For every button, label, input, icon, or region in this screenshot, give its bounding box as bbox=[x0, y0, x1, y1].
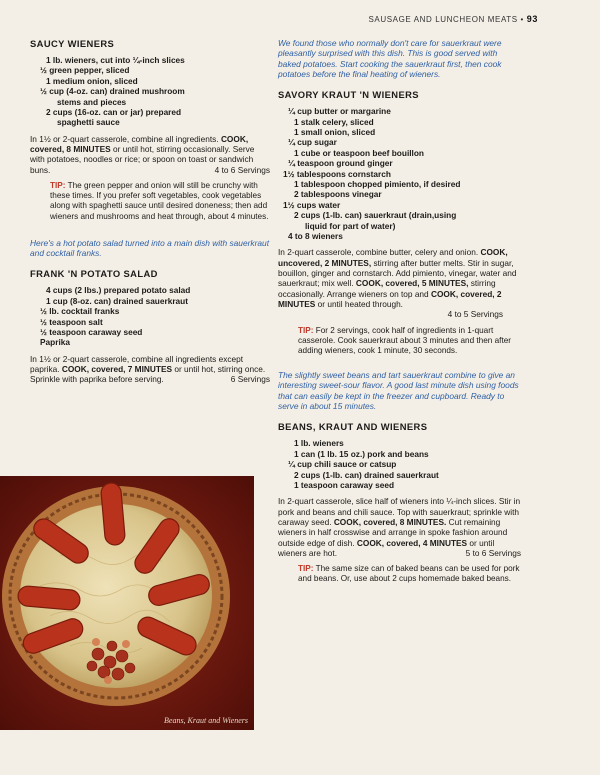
ingredient: ½ lb. cocktail franks bbox=[40, 306, 120, 317]
recipe-method bbox=[278, 496, 521, 558]
ingredient-list bbox=[278, 106, 521, 241]
recipe-photo bbox=[0, 476, 254, 730]
ingredient: 1½ tablespoons cornstarch bbox=[283, 168, 391, 179]
ingredient: ½ green pepper, sliced bbox=[40, 65, 130, 76]
method-text: In 2-quart casserole, slice half of wieners into ¼-inch slices. Stir in pork and beans and chili sauce. Top with sauerkraut; sprinkle with caraway seed. bbox=[278, 496, 521, 527]
tip-label: TIP: bbox=[298, 325, 314, 335]
ingredient: 2 cups (16-oz. can or jar) prepared bbox=[46, 107, 182, 118]
ingredient: ¼ cup sugar bbox=[288, 137, 337, 148]
ingredient: 1 cup (8-oz. can) drained sauerkraut bbox=[46, 295, 189, 306]
method-text: stirring occasionally. Arrange wieners on top and bbox=[278, 278, 496, 299]
ingredient-list bbox=[30, 55, 270, 128]
ingredient-list bbox=[30, 285, 270, 347]
right-column bbox=[278, 38, 521, 585]
method-text: In 1½ or 2-quart casserole, combine all ingredients except paprika. bbox=[30, 353, 244, 375]
running-head bbox=[368, 14, 538, 24]
ingredient-list bbox=[278, 438, 521, 490]
tip bbox=[50, 181, 270, 222]
method-text: or until heated through. bbox=[315, 298, 403, 309]
recipe-beans-kraut bbox=[278, 370, 521, 584]
recipe-frank-potato-salad bbox=[30, 238, 270, 385]
ingredient: ¼ teaspoon ground ginger bbox=[288, 158, 393, 169]
ingredient: Paprika bbox=[40, 337, 70, 348]
ingredient: 2 cups (1-lb. can) sauerkraut (drain,using bbox=[294, 210, 457, 221]
servings: 5 to 6 Servings bbox=[465, 547, 521, 558]
ingredient: 4 cups (2 lbs.) prepared potato salad bbox=[46, 285, 191, 296]
recipe-title: BEANS, KRAUT AND WIENERS bbox=[278, 421, 428, 433]
tip bbox=[298, 326, 521, 357]
recipe-method bbox=[30, 354, 270, 385]
cook-instruction: COOK, covered, 8 MINUTES bbox=[30, 133, 249, 155]
ingredient: 2 tablespoons vinegar bbox=[294, 189, 382, 200]
recipe-title: SAVORY KRAUT 'N WIENERS bbox=[278, 89, 419, 101]
page-number: 93 bbox=[526, 14, 538, 24]
recipe-saucy-wieners bbox=[30, 38, 270, 222]
running-head-bullet: • bbox=[520, 15, 524, 24]
recipe-intro: Here's a hot potato salad turned into a main dish with sauerkraut and cocktail franks. bbox=[30, 237, 270, 259]
cook-instruction: COOK, covered, 4 MINUTES bbox=[356, 537, 468, 548]
ingredient: ½ teaspoon caraway seed bbox=[40, 327, 143, 338]
ingredient: 1 teaspoon caraway seed bbox=[294, 479, 395, 490]
ingredient: 1 cube or teaspoon beef bouillon bbox=[294, 147, 424, 158]
ingredient: stems and pieces bbox=[57, 96, 127, 107]
ingredient: ¼ cup butter or margarine bbox=[288, 106, 391, 117]
recipe-method bbox=[30, 134, 270, 175]
servings: 4 to 5 Servings bbox=[447, 309, 503, 320]
method-text: or until wieners are hot. bbox=[278, 537, 495, 558]
ingredient: 1 small onion, sliced bbox=[294, 127, 376, 137]
ingredient: 1 medium onion, sliced bbox=[46, 75, 138, 86]
method-text: Cut remaining wieners in half crosswise and arrange in spoke fashion around outside edge of dish. bbox=[278, 516, 508, 548]
recipe-title: FRANK 'N POTATO SALAD bbox=[30, 268, 158, 280]
tip-text: The green pepper and onion will still be crunchy with these times. If you prefer soft vegetables, cook vegetables along with spaghetti sauce until desired doneness; then add wieners and mushrooms and heat through, about 4 minutes. bbox=[50, 181, 269, 221]
tip-text: For 2 servings, cook half of ingredients in 1-quart casserole. Cook sauerkraut about 3 minutes and then after adding wieners, cook 1 minute, 30 seconds. bbox=[298, 325, 511, 355]
cook-instruction: COOK, covered, 5 MINUTES, bbox=[355, 278, 469, 289]
ingredient: ½ teaspoon salt bbox=[40, 316, 103, 327]
recipe-title: SAUCY WIENERS bbox=[30, 38, 115, 49]
photo-caption: Beans, Kraut and Wieners bbox=[164, 716, 248, 725]
method-text: stirring after butter melts. Stir in sugar, bouillon, ginger and cornstarch. Add pimiento, vinegar, water and sauerkraut; mix well. bbox=[278, 257, 517, 289]
ingredient: 1 lb. wieners, cut into ¼-inch slices bbox=[46, 55, 185, 65]
running-head-text: SAUSAGE AND LUNCHEON MEATS bbox=[368, 15, 518, 24]
photo-illustration bbox=[0, 476, 254, 730]
ingredient: liquid for part of water) bbox=[305, 220, 396, 231]
cook-instruction: COOK, uncovered, 2 MINUTES, bbox=[278, 247, 508, 268]
tip-text: The same size can of baked beans can be used for pork and beans. Or, use about 2 cups homemade baked beans. bbox=[298, 564, 520, 584]
tip-label: TIP: bbox=[298, 564, 314, 574]
method-text: or until hot, stirring occasionally. Serve with potatoes, noodles or rice; or spoon on toast or sandwich buns. bbox=[30, 144, 255, 175]
ingredient: 1 tablespoon chopped pimiento, if desired bbox=[294, 179, 461, 190]
ingredient: 4 to 8 wieners bbox=[288, 231, 343, 242]
tip bbox=[298, 564, 521, 584]
cook-instruction: COOK, covered, 2 MINUTES bbox=[278, 288, 502, 309]
left-column bbox=[30, 38, 270, 385]
method-text: or until hot, stirring once. Sprinkle with paprika before serving. bbox=[30, 364, 266, 385]
ingredient: ½ cup (4-oz. can) drained mushroom bbox=[40, 86, 185, 97]
ingredient: 1½ cups water bbox=[283, 199, 341, 210]
method-text: In 2-quart casserole, combine butter, celery and onion. bbox=[278, 247, 481, 258]
ingredient: 1 can (1 lb. 15 oz.) pork and beans bbox=[294, 448, 429, 459]
cook-instruction: COOK, covered, 8 MINUTES. bbox=[333, 516, 447, 527]
method-text: In 1½ or 2-quart casserole, combine all ingredients. bbox=[30, 133, 221, 144]
ingredient: 1 lb. wieners bbox=[294, 438, 344, 449]
ingredient: spaghetti sauce bbox=[57, 117, 120, 128]
cook-instruction: COOK, covered, 7 MINUTES bbox=[61, 364, 173, 375]
ingredient: 1 stalk celery, sliced bbox=[294, 116, 374, 127]
ingredient: 2 cups (1-lb. can) drained sauerkraut bbox=[294, 469, 439, 480]
recipe-intro: We found those who normally don't care for sauerkraut were pleasantly surprised with this dish. This is good served with baked potatoes. Start cooking the sauerkraut first, then cook potatoes before the final heating of wieners. bbox=[278, 38, 502, 79]
recipe-intro: The slightly sweet beans and tart sauerkraut combine to give an interesting sweet-sour flavor. A good last minute dish using foods that can easily be kept in the freezer and cupboard. Ready to serve in about 15 minutes. bbox=[278, 370, 519, 412]
recipe-savory-kraut bbox=[278, 89, 521, 356]
recipe-method bbox=[278, 247, 521, 309]
servings: 4 to 6 Servings bbox=[214, 164, 270, 175]
ingredient: ¼ cup chili sauce or catsup bbox=[288, 459, 397, 470]
servings: 6 Servings bbox=[230, 374, 270, 385]
tip-label: TIP: bbox=[50, 181, 66, 191]
